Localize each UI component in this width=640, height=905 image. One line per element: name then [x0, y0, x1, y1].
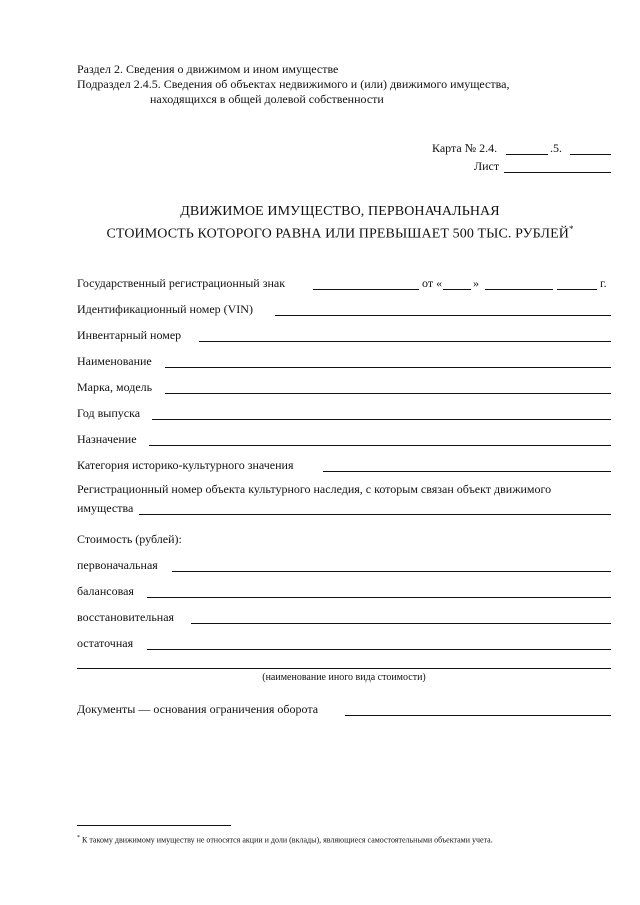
subsection-title-line2: находящихся в общей долевой собственности: [150, 92, 384, 106]
sheet-number-line[interactable]: [504, 172, 611, 173]
footnote-text: К такому движимому имуществу не относятся акции и доли (вклады), являющиеся самостоятельными объектами учета.: [82, 835, 493, 845]
vin-line[interactable]: [275, 315, 611, 316]
documents-label: Документы — основания ограничения оборота: [77, 702, 319, 716]
reg-sign-line[interactable]: [313, 289, 419, 290]
card-number-part1-line[interactable]: [506, 154, 548, 155]
documents-line[interactable]: [345, 715, 611, 716]
card-number-label: Карта № 2.4.: [432, 141, 498, 155]
cultural-heritage-label-line1: Регистрационный номер объекта культурного наследия, с которым связан объект движимого: [77, 482, 552, 496]
cost-balance-label: балансовая: [77, 584, 134, 598]
cost-balance-line[interactable]: [147, 597, 611, 598]
purpose-line[interactable]: [149, 445, 611, 446]
name-label: Наименование: [77, 354, 152, 368]
vin-label: Идентификационный номер (VIN): [77, 302, 253, 316]
cultural-heritage-line[interactable]: [139, 514, 611, 515]
cost-initial-label: первоначальная: [77, 558, 158, 572]
year-line[interactable]: [152, 419, 611, 420]
reg-from-label: от «: [422, 276, 443, 290]
reg-sign-label: Государственный регистрационный знак: [77, 276, 286, 290]
cost-other-caption: (наименование иного вида стоимости): [262, 672, 426, 683]
sheet-label: Лист: [474, 159, 500, 173]
cost-restoration-line[interactable]: [191, 623, 611, 624]
category-label: Категория историко-культурного значения: [77, 458, 294, 472]
brand-model-line[interactable]: [165, 393, 611, 394]
title-line2: СТОИМОСТЬ КОТОРОГО РАВНА ИЛИ ПРЕВЫШАЕТ 500 ТЫС. РУБЛЕЙ: [106, 226, 569, 242]
brand-model-label: Марка, модель: [77, 380, 153, 394]
year-label: Год выпуска: [77, 406, 141, 420]
reg-day-line[interactable]: [443, 289, 471, 290]
footnote-mark: *: [77, 835, 80, 841]
card-number-part2-line[interactable]: [570, 154, 611, 155]
name-line[interactable]: [165, 367, 611, 368]
title-footnote-mark: *: [568, 224, 574, 234]
title-line2-wrap: [60, 221, 620, 243]
reg-month-line[interactable]: [485, 289, 553, 290]
title-line1: ДВИЖИМОЕ ИМУЩЕСТВО, ПЕРВОНАЧАЛЬНАЯ: [180, 204, 500, 219]
cost-other-line[interactable]: [77, 668, 611, 669]
cost-residual-line[interactable]: [147, 649, 611, 650]
footnote: [77, 833, 493, 846]
cost-heading: Стоимость (рублей):: [77, 532, 182, 546]
reg-year-line[interactable]: [557, 289, 597, 290]
inventory-label: Инвентарный номер: [77, 328, 182, 342]
reg-year-suffix: г.: [600, 276, 607, 290]
cost-restoration-label: восстановительная: [77, 610, 175, 624]
category-line[interactable]: [323, 471, 611, 472]
inventory-line[interactable]: [199, 341, 611, 342]
cost-initial-line[interactable]: [172, 571, 611, 572]
purpose-label: Назначение: [77, 432, 137, 446]
cultural-heritage-label-line2: имущества: [77, 501, 134, 515]
section-title: Раздел 2. Сведения о движимом и ином имуществе: [77, 62, 339, 76]
reg-quote-close: »: [473, 276, 479, 290]
footnote-divider: [77, 825, 231, 826]
cost-residual-label: остаточная: [77, 636, 134, 650]
card-number-mid: .5.: [550, 141, 562, 155]
subsection-title-line1: Подраздел 2.4.5. Сведения об объектах недвижимого и (или) движимого имущества,: [77, 77, 510, 91]
